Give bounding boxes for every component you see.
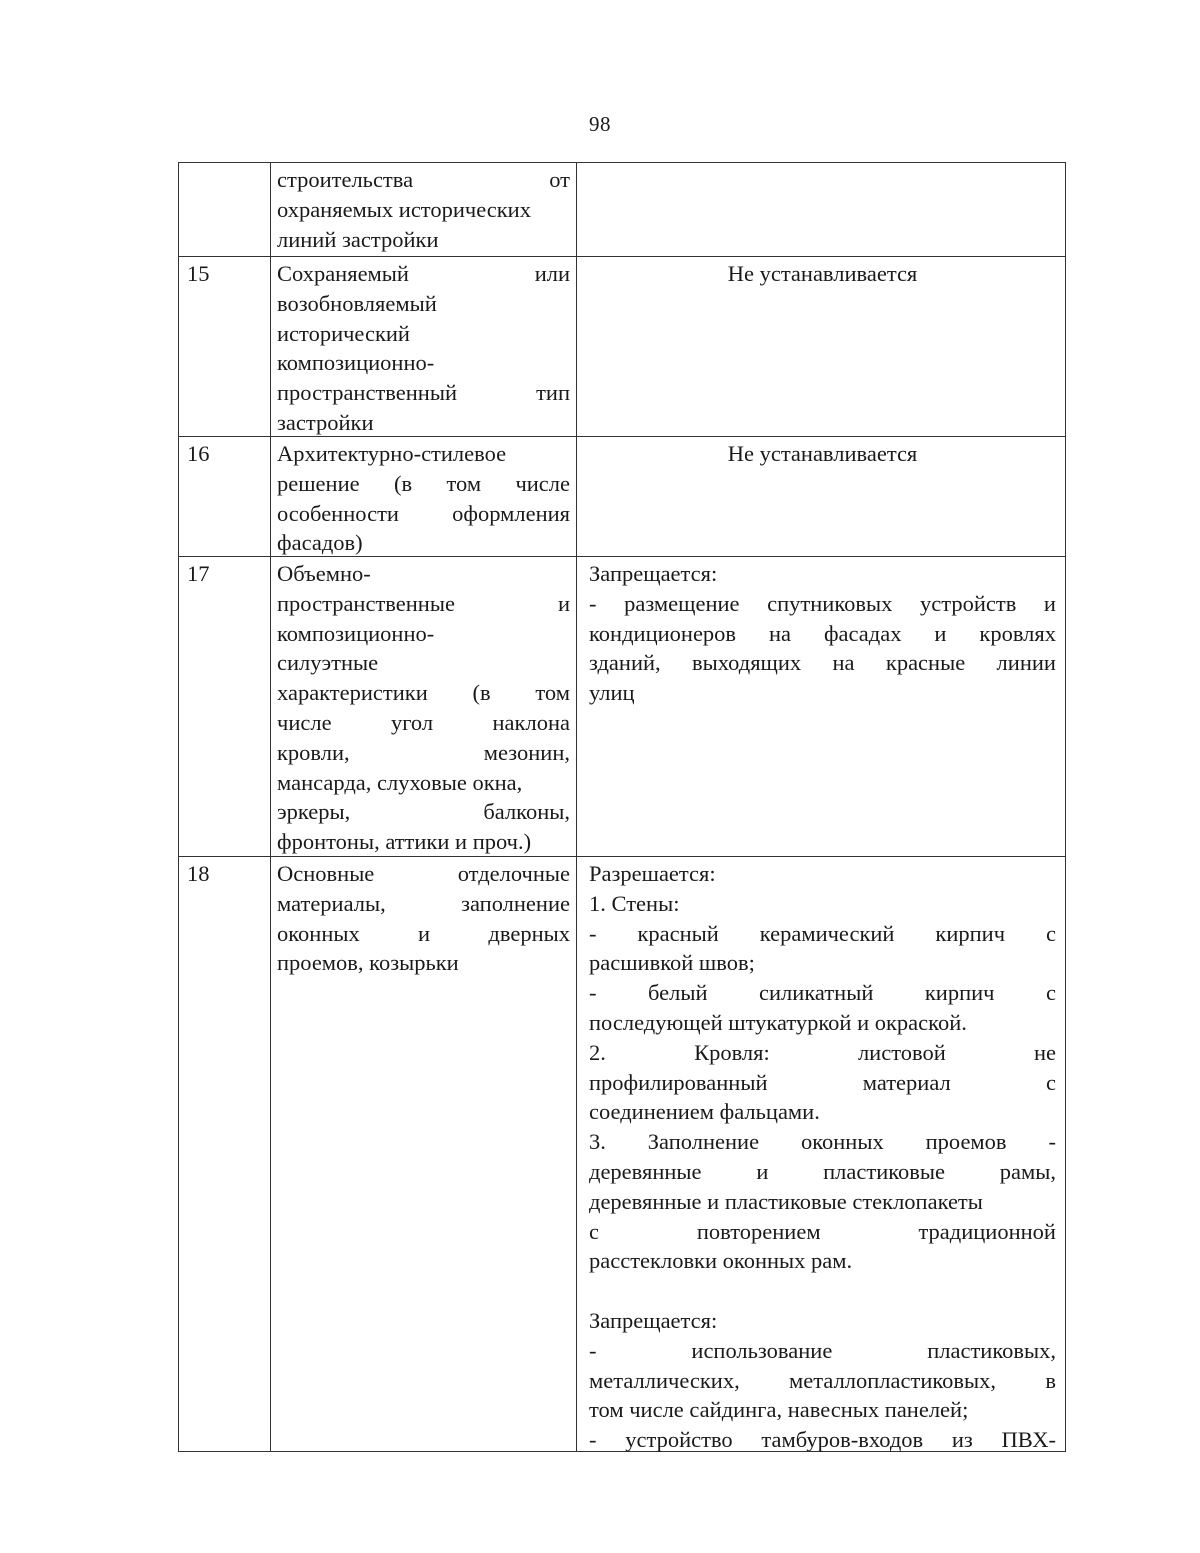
text-line — [277, 348, 570, 378]
text-line — [589, 1127, 1056, 1157]
word: решение — [277, 470, 360, 496]
word: фронтоны, аттики и проч.) — [277, 829, 532, 855]
text-line — [589, 1217, 1056, 1247]
row-number-cell — [179, 163, 271, 256]
word: деревянные и пластиковые стеклопакеты — [589, 1188, 983, 1214]
page-number: 98 — [589, 112, 611, 136]
word: с — [589, 1218, 599, 1244]
text-line — [589, 1366, 1056, 1396]
row-number-cell: 17 — [179, 557, 271, 856]
table-row — [178, 256, 1066, 436]
word: возобновляемый — [277, 290, 437, 316]
word: профилированный — [589, 1069, 768, 1095]
word: фасадов) — [277, 530, 363, 556]
parameter-value-cell — [577, 437, 1064, 556]
text-line — [277, 797, 570, 827]
word: оконных — [800, 1129, 884, 1155]
text-line — [589, 859, 1056, 889]
parameter-name-cell — [271, 257, 577, 436]
text-line — [277, 889, 570, 919]
text-line — [589, 589, 1056, 619]
word: устройств — [919, 590, 1017, 616]
word: проемов — [925, 1129, 1007, 1155]
parameter-name-cell — [271, 857, 577, 1451]
parameter-value-cell — [577, 163, 1064, 256]
parameter-value-cell — [577, 257, 1064, 436]
parameter-name-cell — [271, 437, 577, 556]
word: характеристики — [277, 680, 428, 706]
word: на — [832, 650, 855, 676]
word: расшивкой швов; — [589, 950, 755, 976]
value-text: Не устанавливается — [727, 441, 918, 466]
text-line — [589, 1097, 1056, 1127]
word: красные — [885, 650, 966, 676]
word: металлических, — [589, 1367, 740, 1393]
text-line — [277, 559, 570, 589]
word: (в — [472, 680, 491, 706]
word: заполнение — [461, 890, 570, 916]
word: том числе сайдинга, навесных панелей; — [589, 1397, 969, 1423]
word: 3. — [589, 1129, 606, 1155]
text-line — [589, 948, 1056, 978]
text-line — [277, 319, 570, 349]
word: от — [549, 167, 570, 192]
parameter-name-cell — [271, 163, 577, 256]
text-line — [277, 589, 570, 619]
text-line — [277, 948, 570, 978]
word: балконы, — [483, 799, 570, 825]
word: Разрешается: — [589, 861, 716, 886]
word: наклона — [492, 709, 570, 735]
word: оформления — [452, 500, 570, 526]
word: соединением фальцами. — [589, 1099, 820, 1125]
word: дверных — [488, 920, 570, 946]
word: Основные — [277, 861, 375, 886]
text-line — [277, 768, 570, 798]
word: Запрещается: — [589, 1307, 718, 1333]
word: линии — [996, 650, 1056, 676]
word: пластиковых, — [927, 1337, 1056, 1363]
text-line — [589, 619, 1056, 649]
text-line — [589, 678, 1056, 708]
blank-line — [589, 1276, 1056, 1306]
text-line — [589, 1157, 1056, 1187]
word: листовой — [857, 1039, 946, 1065]
word: расстекловки оконных рам. — [589, 1248, 853, 1274]
word: линий застройки — [277, 226, 439, 252]
word: материал — [862, 1069, 951, 1095]
word: фасадах — [823, 620, 902, 646]
text-line — [277, 678, 570, 708]
text-line — [589, 1246, 1056, 1276]
word: повторением — [696, 1218, 821, 1244]
word: - — [589, 590, 597, 616]
text-line — [589, 1068, 1056, 1098]
text-line — [277, 225, 570, 255]
word: том — [446, 470, 482, 496]
text-line — [277, 469, 570, 499]
text-line — [589, 1336, 1056, 1366]
word: (в — [393, 470, 413, 496]
word: исторический — [277, 320, 410, 346]
word: Запрещается: — [589, 561, 718, 586]
row-number-cell: 18 — [179, 857, 271, 1451]
word: Архитектурно-стилевое — [277, 441, 507, 466]
text-line — [277, 408, 570, 438]
text-line — [277, 919, 570, 949]
word: традиционной — [918, 1218, 1056, 1244]
word: 1. Стены: — [589, 890, 680, 916]
word: использование — [691, 1337, 833, 1363]
word: эркеры, — [277, 799, 351, 825]
word: кровли, — [277, 739, 350, 765]
text-line — [277, 859, 570, 889]
word: оконных — [277, 920, 360, 946]
word: строительства — [277, 167, 414, 192]
row-number-cell: 16 — [179, 437, 271, 556]
regulations-table — [178, 162, 1066, 1452]
word: Кровля: — [694, 1039, 770, 1065]
word: числе — [515, 470, 570, 496]
word: том — [535, 680, 570, 706]
text-line — [277, 439, 570, 469]
text-line — [589, 1038, 1056, 1068]
word: тамбуров-входов — [761, 1427, 924, 1453]
word: Сохраняемый — [277, 261, 409, 286]
word: улиц — [589, 680, 635, 706]
word: охраняемых исторических — [277, 196, 531, 222]
word: с — [1045, 920, 1056, 946]
word: кирпич — [935, 920, 1006, 946]
table-row — [178, 556, 1066, 856]
word: проемов, козырьки — [277, 950, 459, 976]
word: - — [589, 1337, 597, 1363]
word: и — [756, 1158, 769, 1184]
word: и — [418, 920, 431, 946]
word: и — [557, 590, 570, 616]
text-line — [589, 648, 1056, 678]
value-text: Не устанавливается — [727, 261, 918, 286]
word: пластиковые — [823, 1158, 946, 1184]
word: и — [934, 620, 947, 646]
word: угол — [390, 709, 434, 735]
text-line — [277, 827, 570, 857]
word: особенности — [277, 500, 399, 526]
word: 2. — [589, 1039, 606, 1065]
word: числе — [277, 709, 332, 735]
word: красный — [637, 920, 719, 946]
text-line — [589, 919, 1056, 949]
word: спутниковых — [767, 590, 893, 616]
word: зданий, — [589, 650, 661, 676]
word: последующей штукатуркой и окраской. — [589, 1009, 967, 1035]
parameter-name-cell — [271, 557, 577, 856]
word: материалы, — [277, 890, 386, 916]
word: на — [769, 620, 792, 646]
text-line — [277, 648, 570, 678]
text-line — [589, 978, 1056, 1008]
text-line — [589, 1008, 1056, 1038]
word: - — [589, 980, 597, 1006]
word: с — [1046, 1069, 1056, 1095]
word: рамы, — [999, 1158, 1056, 1184]
word: металлопластиковых, — [789, 1367, 997, 1393]
word: или — [534, 261, 570, 286]
parameter-value-cell — [577, 557, 1064, 856]
table-row — [178, 856, 1066, 1452]
text-line — [277, 259, 570, 289]
word: белый — [648, 980, 708, 1006]
word: кирпич — [924, 980, 995, 1006]
word: мансарда, слуховые окна, — [277, 769, 523, 795]
word: керамический — [759, 920, 895, 946]
word: пространственные — [277, 590, 455, 616]
word: - — [1048, 1129, 1056, 1155]
word: не — [1033, 1039, 1056, 1065]
word: отделочные — [457, 861, 570, 886]
word: кровлях — [979, 620, 1056, 646]
text-line — [589, 1425, 1056, 1455]
word: с — [1045, 980, 1056, 1006]
word: тип — [536, 380, 570, 406]
word: ПВХ- — [1001, 1427, 1056, 1453]
text-line — [277, 499, 570, 529]
text-line — [589, 559, 1056, 589]
text-line — [277, 708, 570, 738]
word: кондиционеров — [589, 620, 737, 646]
text-line — [277, 528, 570, 558]
text-line — [277, 195, 570, 225]
row-number-cell: 15 — [179, 257, 271, 436]
text-line — [277, 289, 570, 319]
word: деревянные — [589, 1158, 702, 1184]
word: композиционно- — [277, 350, 435, 376]
word: силуэтные — [277, 650, 379, 676]
text-line — [277, 165, 570, 195]
parameter-value-cell — [577, 857, 1064, 1451]
text-line — [589, 889, 1056, 919]
text-line — [277, 619, 570, 649]
text-line — [589, 1306, 1056, 1336]
word: мезонин, — [483, 739, 570, 765]
word: и — [1043, 590, 1056, 616]
word: выходящих — [692, 650, 802, 676]
word: - — [589, 1427, 597, 1453]
text-line — [277, 378, 570, 408]
word: силикатный — [759, 980, 874, 1006]
word: композиционно- — [277, 620, 435, 646]
table-row — [178, 162, 1066, 256]
word: пространственный — [277, 380, 458, 406]
text-line — [589, 1395, 1056, 1425]
word: из — [951, 1427, 973, 1453]
word: застройки — [277, 409, 374, 435]
text-line — [277, 738, 570, 768]
table-row — [178, 436, 1066, 556]
text-line — [589, 1187, 1056, 1217]
word: устройство — [625, 1427, 733, 1453]
word: Объемно- — [277, 561, 371, 586]
word: в — [1045, 1367, 1056, 1393]
word: - — [589, 920, 597, 946]
word: размещение — [624, 590, 740, 616]
word: Заполнение — [647, 1129, 760, 1155]
